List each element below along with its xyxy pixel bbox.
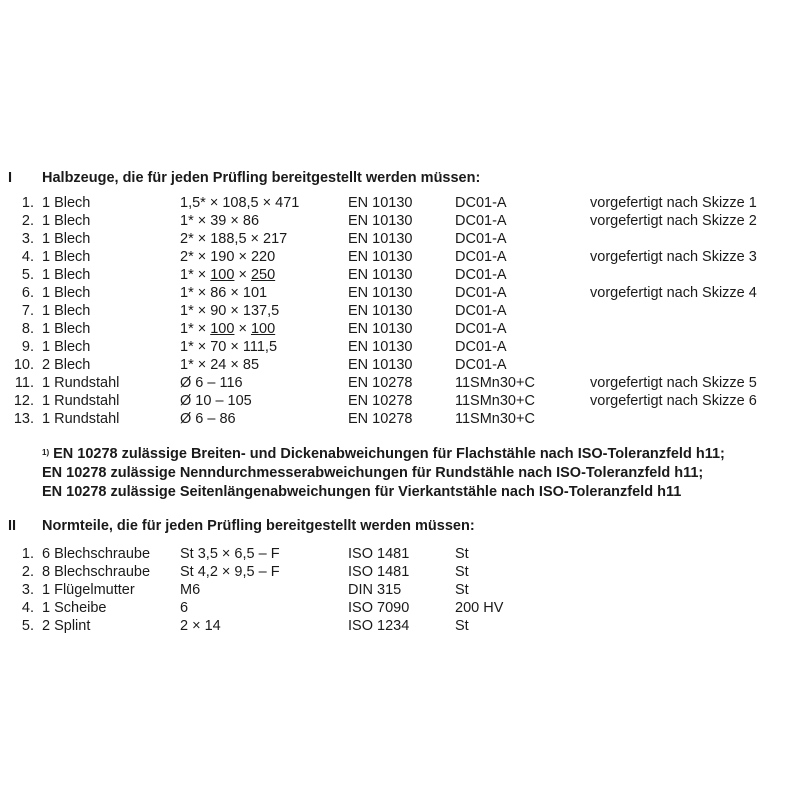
table-row xyxy=(0,230,800,248)
row-number: 6. xyxy=(21,285,34,301)
row-norm: EN 10130 xyxy=(348,303,413,319)
dimension-underlined: 250 xyxy=(250,267,276,283)
row-number: 1. xyxy=(21,546,34,562)
table-row xyxy=(0,356,800,374)
table-row xyxy=(0,599,800,617)
row-number: 13. xyxy=(13,411,34,427)
row-number: 11. xyxy=(14,375,34,391)
dimension-underlined: 100 xyxy=(210,321,235,337)
table-row xyxy=(0,248,800,266)
dimension-part: × xyxy=(234,267,251,283)
dimension-part: 1* × xyxy=(180,321,211,337)
section-1-title: Halbzeuge, die für jeden Prüfling bereitgestellt werden müssen: xyxy=(42,170,481,186)
row-material: DC01-A xyxy=(455,267,507,283)
row-number: 2. xyxy=(21,564,34,580)
row-dimensions: Ø 10 – 105 xyxy=(180,393,252,409)
row-dimensions: Ø 6 – 86 xyxy=(180,411,236,427)
section-1-numeral: I xyxy=(8,170,13,186)
footnote-text-1: EN 10278 zulässige Breiten- und Dickenabweichungen für Flachstähle nach ISO-Toleranzfeld h11; xyxy=(53,446,725,462)
row-material: DC01-A xyxy=(455,285,507,301)
row-material: DC01-A xyxy=(455,213,507,229)
row-material: 11SMn30+C xyxy=(455,411,535,427)
row-material: St xyxy=(455,546,469,562)
section-2-title: Normteile, die für jeden Prüfling bereitgestellt werden müssen: xyxy=(42,518,475,534)
row-dimensions: Ø 6 – 116 xyxy=(180,375,243,391)
row-number: 4. xyxy=(21,249,34,265)
row-dimensions: St 4,2 × 9,5 – F xyxy=(180,564,280,580)
row-item: 1 Blech xyxy=(42,321,91,337)
row-dimensions: 1* × 24 × 85 xyxy=(180,357,260,373)
row-norm: EN 10130 xyxy=(348,321,413,337)
row-norm: EN 10130 xyxy=(348,231,413,247)
row-number: 10. xyxy=(13,357,34,373)
row-norm: EN 10130 xyxy=(348,285,413,301)
row-material: DC01-A xyxy=(455,195,507,211)
row-item: 6 Blechschraube xyxy=(42,546,151,562)
row-norm: EN 10130 xyxy=(348,213,413,229)
row-item: 1 Blech xyxy=(42,213,91,229)
row-item: 1 Blech xyxy=(42,339,91,355)
row-item: 1 Rundstahl xyxy=(42,393,120,409)
row-norm: EN 10130 xyxy=(348,195,413,211)
table-row xyxy=(0,284,800,302)
row-dimensions: 2 × 14 xyxy=(180,618,221,634)
row-dimensions: 1* × 70 × 111,5 xyxy=(180,339,278,355)
row-norm: EN 10130 xyxy=(348,249,413,265)
row-note: vorgefertigt nach Skizze 2 xyxy=(590,213,757,229)
table-row xyxy=(0,410,800,428)
row-number: 9. xyxy=(21,339,34,355)
dimension-part: × xyxy=(234,321,251,337)
table-row xyxy=(0,581,800,599)
row-item: 1 Blech xyxy=(42,267,91,283)
table-row xyxy=(0,374,800,392)
row-number: 1. xyxy=(21,195,34,211)
row-number: 4. xyxy=(21,600,34,616)
row-number: 3. xyxy=(21,231,34,247)
dimension-part: 1* × xyxy=(180,267,211,283)
dimension-underlined: 100 xyxy=(250,321,276,337)
row-dimensions: 1* × 90 × 137,5 xyxy=(180,303,280,319)
row-number: 3. xyxy=(21,582,34,598)
row-norm: EN 10130 xyxy=(348,267,413,283)
table-row xyxy=(0,392,800,410)
row-item: 1 Scheibe xyxy=(42,600,107,616)
row-dimensions xyxy=(180,320,275,338)
row-number: 2. xyxy=(21,213,34,229)
row-item: 8 Blechschraube xyxy=(42,564,151,580)
row-number: 12. xyxy=(13,393,34,409)
row-material: 200 HV xyxy=(455,600,504,616)
row-item: 1 Blech xyxy=(42,195,91,211)
table-row xyxy=(0,545,800,563)
row-norm: EN 10130 xyxy=(348,357,413,373)
row-material: DC01-A xyxy=(455,231,507,247)
table-row xyxy=(0,617,800,635)
section-2-numeral: II xyxy=(8,518,17,534)
row-material: DC01-A xyxy=(455,357,507,373)
row-material: 11SMn30+C xyxy=(455,375,535,391)
row-number: 5. xyxy=(21,618,34,634)
table-row xyxy=(0,302,800,320)
row-dimensions: 2* × 190 × 220 xyxy=(180,249,276,265)
row-note: vorgefertigt nach Skizze 6 xyxy=(590,393,757,409)
row-norm: DIN 315 xyxy=(348,582,402,598)
row-item: 1 Blech xyxy=(42,231,91,247)
table-row xyxy=(0,320,800,338)
table-row xyxy=(0,212,800,230)
row-dimensions xyxy=(180,266,275,284)
row-dimensions: 1* × 39 × 86 xyxy=(180,213,260,229)
table-row xyxy=(0,194,800,212)
row-material: St xyxy=(455,582,469,598)
row-number: 5. xyxy=(21,267,34,283)
row-material: St xyxy=(455,564,469,580)
row-norm: ISO 7090 xyxy=(348,600,410,616)
table-row xyxy=(0,563,800,581)
row-number: 7. xyxy=(21,303,34,319)
table-row xyxy=(0,338,800,356)
footnote-line-2: EN 10278 zulässige Nenndurchmesserabweichungen für Rundstähle nach ISO-Toleranzfeld h11; xyxy=(42,465,704,481)
row-norm: ISO 1481 xyxy=(348,564,410,580)
row-item: 1 Flügelmutter xyxy=(42,582,135,598)
row-item: 2 Blech xyxy=(42,357,91,373)
section-1-heading xyxy=(0,170,800,190)
row-item: 1 Blech xyxy=(42,303,91,319)
row-norm: EN 10130 xyxy=(348,339,413,355)
row-item: 1 Rundstahl xyxy=(42,411,120,427)
row-norm: EN 10278 xyxy=(348,393,413,409)
row-note: vorgefertigt nach Skizze 3 xyxy=(590,249,757,265)
row-norm: ISO 1234 xyxy=(348,618,410,634)
row-dimensions: 6 xyxy=(180,600,189,616)
row-note: vorgefertigt nach Skizze 5 xyxy=(590,375,757,391)
row-dimensions: 1* × 86 × 101 xyxy=(180,285,268,301)
row-item: 1 Blech xyxy=(42,285,91,301)
row-norm: ISO 1481 xyxy=(348,546,410,562)
row-dimensions: M6 xyxy=(180,582,201,598)
row-material: St xyxy=(455,618,469,634)
row-material: 11SMn30+C xyxy=(455,393,535,409)
row-material: DC01-A xyxy=(455,339,507,355)
row-material: DC01-A xyxy=(455,249,507,265)
row-material: DC01-A xyxy=(455,321,507,337)
row-item: 1 Blech xyxy=(42,249,91,265)
row-dimensions: 1,5* × 108,5 × 471 xyxy=(180,195,300,211)
row-dimensions: St 3,5 × 6,5 – F xyxy=(180,546,280,562)
footnote xyxy=(42,445,782,502)
row-dimensions: 2* × 188,5 × 217 xyxy=(180,231,288,247)
row-note: vorgefertigt nach Skizze 1 xyxy=(590,195,757,211)
dimension-underlined: 100 xyxy=(210,267,235,283)
row-norm: EN 10278 xyxy=(348,411,413,427)
section-2-heading xyxy=(0,518,800,538)
row-material: DC01-A xyxy=(455,303,507,319)
row-number: 8. xyxy=(21,321,34,337)
footnote-marker: 1) xyxy=(42,448,50,457)
row-item: 1 Rundstahl xyxy=(42,375,120,391)
row-item: 2 Splint xyxy=(42,618,91,634)
footnote-line-3: EN 10278 zulässige Seitenlängenabweichungen für Vierkantstähle nach ISO-Toleranzfeld h11 xyxy=(42,484,682,500)
row-norm: EN 10278 xyxy=(348,375,413,391)
row-note: vorgefertigt nach Skizze 4 xyxy=(590,285,757,301)
table-row xyxy=(0,266,800,284)
footnote-line-1 xyxy=(42,445,782,464)
